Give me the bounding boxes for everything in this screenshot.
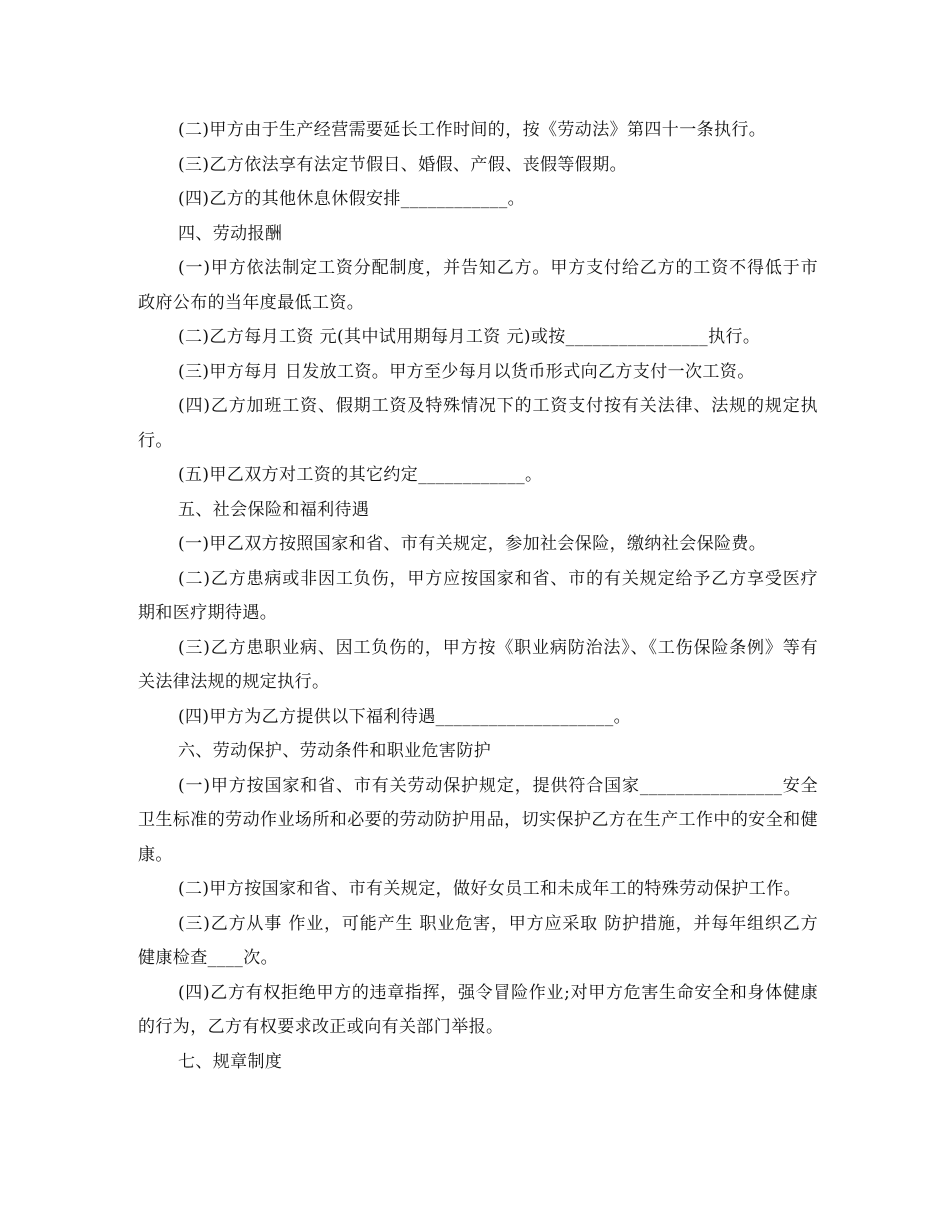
section-heading-rules: 七、规章制度 xyxy=(177,1051,283,1072)
paragraph-wage-system: (一)甲方依法制定工资分配制度，并告知乙方。甲方支付给乙方的工资不得低于市政府公布的当年度最低工资。 xyxy=(138,258,818,313)
paragraph-monthly-wage: (二)乙方每月工资 元(其中试用期每月工资 元)或按________________执行。 xyxy=(177,327,761,347)
paragraph-pay-day: (三)甲方每月 日发放工资。甲方至少每月以货币形式向乙方支付一次工资。 xyxy=(177,361,755,382)
paragraph-right-to-refuse: (四)乙方有权拒绝甲方的违章指挥，强令冒险作业;对甲方危害生命安全和身体健康的行为，乙方有权要求改正或向有关部门举报。 xyxy=(138,982,818,1037)
paragraph-occupational-hazard: (三)乙方从事 作业，可能产生 职业危害，甲方应采取 防护措施，并每年组织乙方健康检查____次。 xyxy=(138,913,818,968)
section-heading-remuneration: 四、劳动报酬 xyxy=(177,223,283,244)
section-heading-social-insurance: 五、社会保险和福利待遇 xyxy=(177,499,370,520)
paragraph-special-protection: (二)甲方按国家和省、市有关规定，做好女员工和未成年工的特殊劳动保护工作。 xyxy=(177,879,802,899)
paragraph-welfare-benefits: (四)甲方为乙方提供以下福利待遇____________________。 xyxy=(177,706,632,727)
paragraph-medical-period: (二)乙方患病或非因工负伤，甲方应按国家和省、市的有关规定给予乙方享受医疗期和医疗期待遇。 xyxy=(138,568,818,623)
section-heading-labor-protection: 六、劳动保护、劳动条件和职业危害防护 xyxy=(177,741,492,761)
paragraph-other-wage-terms: (五)甲乙双方对工资的其它约定____________。 xyxy=(177,465,543,485)
document-body xyxy=(138,113,818,1079)
paragraph-safety-standards: (一)甲方按国家和省、市有关劳动保护规定，提供符合国家________________安全卫生标准的劳动作业场所和必要的劳动防护用品，切实保护乙方在生产工作中的安全和健康。 xyxy=(138,775,818,865)
paragraph-overtime-rule: (二)甲方由于生产经营需要延长工作时间的，按《劳动法》第四十一条执行。 xyxy=(177,120,767,140)
paragraph-other-leave: (四)乙方的其他休息休假安排____________。 xyxy=(177,189,526,209)
paragraph-overtime-pay: (四)乙方加班工资、假期工资及特殊情况下的工资支付按有关法律、法规的规定执行。 xyxy=(138,396,818,451)
paragraph-social-insurance: (一)甲乙双方按照国家和省、市有关规定，参加社会保险，缴纳社会保险费。 xyxy=(177,534,767,554)
paragraph-statutory-holidays: (三)乙方依法享有法定节假日、婚假、产假、丧假等假期。 xyxy=(177,154,628,175)
paragraph-occupational-injury: (三)乙方患职业病、因工负伤的，甲方按《职业病防治法》、《工伤保险条例》等有关法律法规的规定执行。 xyxy=(138,637,818,692)
